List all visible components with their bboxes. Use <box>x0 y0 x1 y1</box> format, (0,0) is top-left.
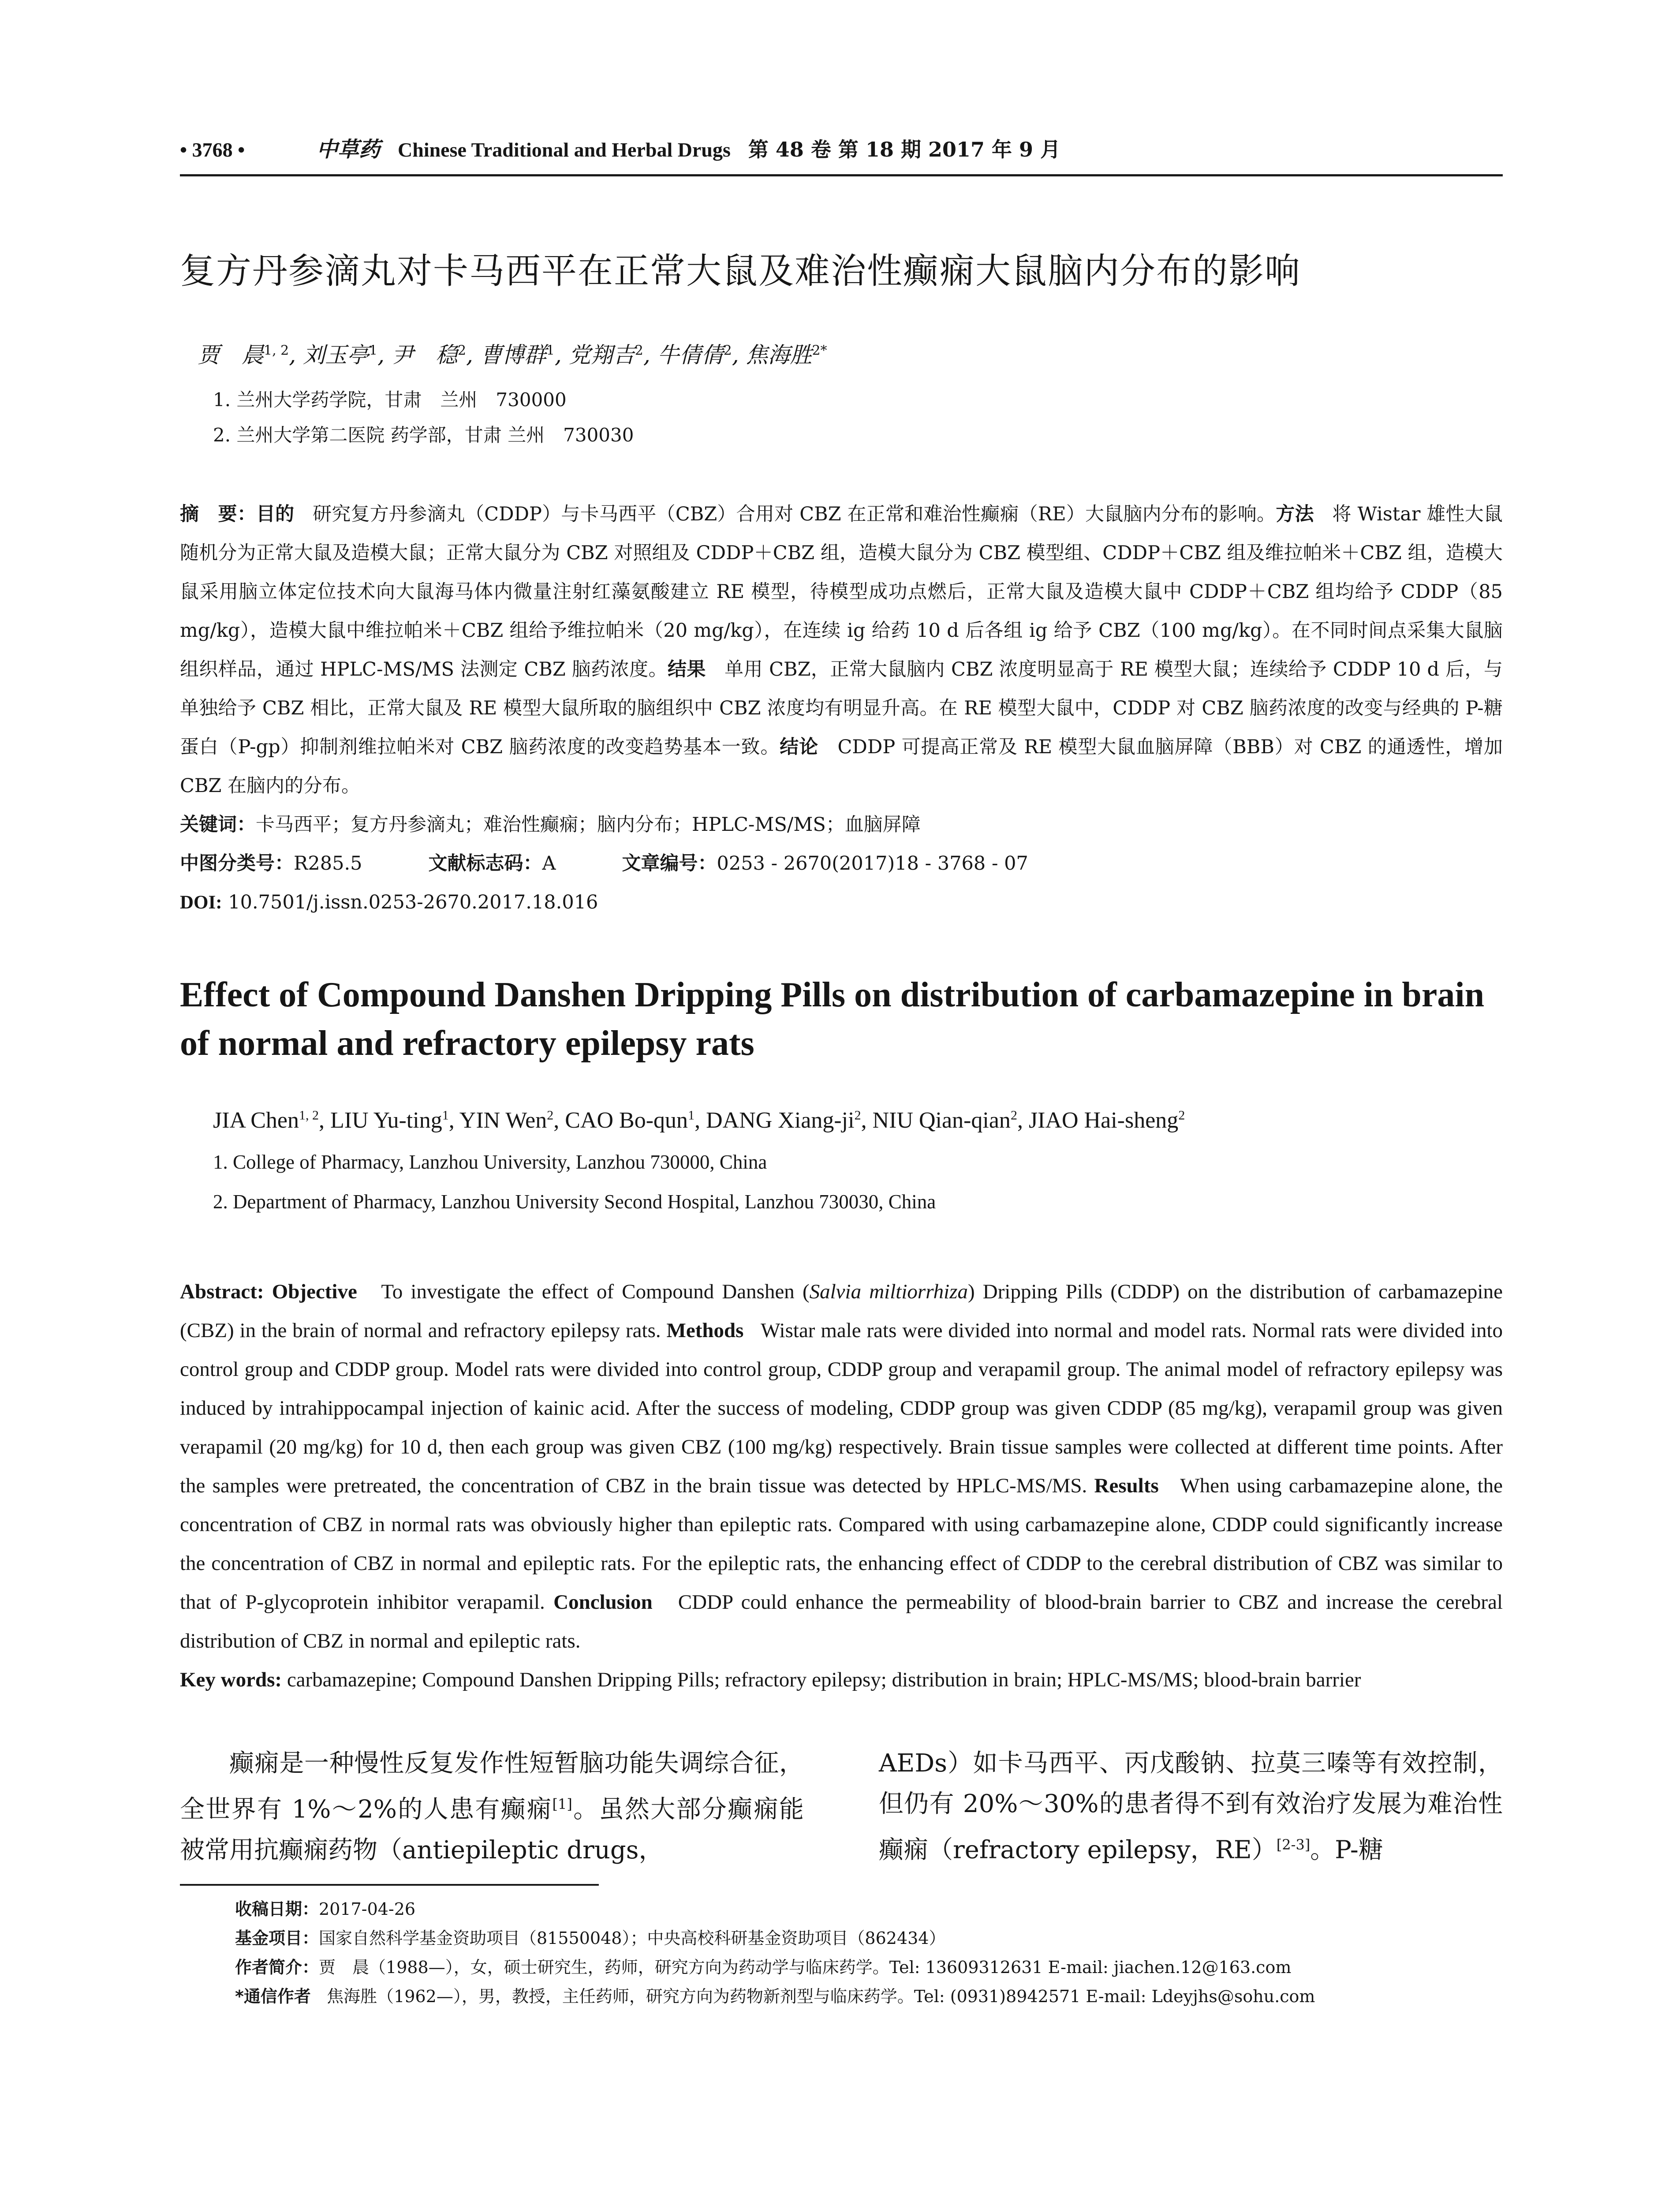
methods-label: Methods <box>666 1319 744 1342</box>
classification-line <box>180 844 1503 883</box>
conclusion-text: CDDP 可提高正常及 RE 模型大鼠血脑屏障（BBB）对 CBZ 的通透性，增加 CBZ 在脑内的分布。 <box>180 736 1503 797</box>
english-affiliations <box>180 1142 1503 1222</box>
english-title: Effect of Compound Danshen Dripping Pills on distribution of carbamazepine in brain of normal and refractory epilepsy rats <box>180 975 1485 1063</box>
journal-banner <box>317 132 1060 163</box>
conclusion-label: 结论 <box>780 736 818 758</box>
abstract-label: 摘 要： <box>180 503 256 525</box>
methods-label: 方法 <box>1276 503 1314 525</box>
footnotes <box>180 1895 1503 2011</box>
author: 曹博群$^1$, <box>480 342 569 368</box>
author: 贾 晨$^{1, 2}$, <box>198 342 303 368</box>
footnote-author: 作者简介：贾 晨（1988—），女，硕士研究生，药师，研究方向为药动学与临床药学。Tel: 13609312631 E-mail: jiachen.12@163.com <box>235 1957 1292 1977</box>
journal-logo: 中草药 <box>317 137 381 162</box>
english-abstract <box>180 1272 1503 1660</box>
author: 刘玉亭$^1$, <box>303 342 392 368</box>
author: 焦海胜$^{2*}$ <box>746 342 827 368</box>
citation[interactable]: [2-3] <box>1276 1836 1310 1853</box>
english-keywords <box>180 1660 1503 1699</box>
affiliation-line: 2. 兰州大学第二医院 药学部，甘肃 兰州 730030 <box>213 424 634 446</box>
doi-line <box>180 883 1503 922</box>
body-column-right: AEDs）如卡马西平、丙戊酸钠、拉莫三嗪等有效控制，但仍有 20%～30%的患者得不到有效治疗发展为难治性癫痫（refractory epilepsy，RE）[2-3]。P-糖 <box>879 1749 1503 1865</box>
objective-text-cont: ) Dripping Pills (CDDP) on the distribution of carbamazepine (CBZ) in the brain of normal and refractory epilepsy rats. <box>180 1280 1503 1342</box>
doi-label: DOI: <box>180 892 222 913</box>
body-column-left: 癫痫是一种慢性反复发作性短暂脑功能失调综合征，全世界有 1%～2%的人患有癫痫[1]。虽然大部分癫痫能被常用抗癫痫药物（antiepileptic drugs， <box>180 1749 804 1865</box>
author: NIU Qian-qian$^2$, <box>872 1108 1029 1133</box>
chinese-affiliations <box>180 382 1503 453</box>
keywords-label: 关键词： <box>180 814 256 836</box>
conclusion-text: CDDP could enhance the permeability of blood-brain barrier to CBZ and increase the cerebral distribution of CBZ in normal and epileptic rats. <box>180 1591 1503 1652</box>
keywords-label: Key words: <box>180 1668 282 1691</box>
objective-label: 目的 <box>256 503 295 525</box>
doccode-value: A <box>542 852 556 875</box>
chinese-abstract <box>180 495 1503 805</box>
footnote-fund: 基金项目：国家自然科学基金资助项目（81550048）；中央高校科研基金资助项目（862434） <box>235 1928 946 1948</box>
article-page <box>180 132 1503 2011</box>
footnote-corresponding: *通信作者 焦海胜（1962—），男，教授，主任药师，研究方向为药物新剂型与临床药学。Tel: (0931)8942571 E-mail: Ldeyjhs@sohu.com <box>235 1986 1315 2006</box>
english-authors <box>180 1107 1503 1133</box>
author: YIN Wen$^2$, <box>459 1108 565 1133</box>
footnote-received: 收稿日期：2017-04-26 <box>235 1899 416 1919</box>
chinese-title: 复方丹参滴丸对卡马西平在正常大鼠及难治性癫痫大鼠脑内分布的影响 <box>180 250 1301 292</box>
results-label: 结果 <box>668 658 706 680</box>
objective-text: 研究复方丹参滴丸（CDDP）与卡马西平（CBZ）合用对 CBZ 在正常和难治性癫痫（RE）大鼠脑内分布的影响。 <box>313 503 1276 525</box>
author: DANG Xiang-$ji^2$, <box>706 1108 873 1133</box>
methods-text: 将 Wistar 雄性大鼠随机分为正常大鼠及造模大鼠；正常大鼠分为 CBZ 对照组及 CDDP＋CBZ 组，造模大鼠分为 CBZ 模型组、CDDP＋CBZ 组及维拉帕米＋CBZ 组，造模大鼠采用脑立体定位技术向大鼠海马体内微量注射红藻氨酸建立 RE 模型，待模型成功点燃后，正常大鼠及造模大鼠中 CDDP＋CBZ 组均给予 CDDP（85 mg/kg），造模大鼠中维拉帕米＋CBZ 组给予维拉帕米（20 mg/kg），在连续 ig 给药 10 d 后各组 ig 给予 CBZ（100 mg/kg）。在不同时间点采集大鼠脑组织样品，通过 HPLC-MS/MS 法测定 CBZ 脑药浓度。 <box>180 503 1503 680</box>
keywords-text: carbamazepine; Compound Danshen Dripping Pills; refractory epilepsy; distribution in brain; HPLC-MS/MS; blood-brain barrier <box>287 1668 1361 1691</box>
footnote-rule <box>180 1884 599 1886</box>
body-text <box>180 1743 1503 1871</box>
chinese-authors <box>180 337 1503 369</box>
abstract-objective-label: Abstract: Objective <box>180 1280 357 1303</box>
methods-text: Wistar male rats were divided into normal and model rats. Normal rats were divided into control group and CDDP group. Model rats were divided into control group, CDDP group and verapamil group. The animal model of refractory epilepsy was induced by intrahippocampal injection of kainic acid. After the success of modeling, CDDP group was given CDDP (85 mg/kg), verapamil group was given verapamil (20 mg/kg) for 10 d, then each group was given CBZ (100 mg/kg) respectively. Brain tissue samples were collected at different time points. After the samples were pretreated, the concentration of CBZ in the brain tissue was detected by HPLC-MS/MS. <box>180 1319 1503 1497</box>
running-header <box>180 132 1503 176</box>
article-number-label: 文章编号： <box>622 852 717 875</box>
author: JIA Chen$^{1, 2}$, <box>213 1108 330 1133</box>
results-label: Results <box>1094 1474 1159 1497</box>
author: LIU Yu-ting$^1$, <box>330 1108 459 1133</box>
class-value: R285.5 <box>294 852 362 875</box>
affiliation-line: 1. College of Pharmacy, Lanzhou University, Lanzhou 730000, China <box>213 1151 767 1173</box>
issue-info: 第 48 卷 第 18 期 2017 年 9 月 <box>748 138 1061 161</box>
results-text: 单用 CBZ，正常大鼠脑内 CBZ 浓度明显高于 RE 模型大鼠；连续给予 CDDP 10 d 后，与单独给予 CBZ 相比，正常大鼠及 RE 模型大鼠所取的脑组织中 CBZ 浓度均有明显升高。在 RE 模型大鼠中，CDDP 对 CBZ 脑药浓度的改变与经典的 P-糖蛋白（P-gp）抑制剂维拉帕米对 CBZ 脑药浓度的改变趋势基本一致。 <box>180 658 1503 758</box>
page-number: • 3768 • <box>180 138 245 161</box>
author: CAO Bo-qun$^1$, <box>565 1108 706 1133</box>
doi-value[interactable]: 10.7501/j.issn.0253-2670.2017.18.016 <box>228 891 598 913</box>
affiliation-line: 1. 兰州大学药学院，甘肃 兰州 730000 <box>213 389 567 411</box>
journal-english-name: Chinese Traditional and Herbal Drugs <box>398 138 731 161</box>
doccode-label: 文献标志码： <box>428 852 542 875</box>
author: 尹 稳$^2$, <box>391 342 480 368</box>
conclusion-label: Conclusion <box>553 1591 653 1614</box>
results-text: When using carbamazepine alone, the concentration of CBZ in normal rats was obviously higher than epileptic rats. Compared with using carbamazepine alone, CDDP could significantly increase the concentration of CBZ in normal and epileptic rats. For the epileptic rats, the enhancing effect of CDDP to the cerebral distribution of CBZ was similar to that of P-glycoprotein inhibitor verapamil. <box>180 1474 1503 1614</box>
species-name: Salvia miltiorrhiza <box>809 1280 968 1303</box>
objective-text: To investigate the effect of Compound Danshen ( <box>381 1280 810 1303</box>
author: 党翔吉$^2$, <box>568 342 657 368</box>
keywords-text: 卡马西平；复方丹参滴丸；难治性癫痫；脑内分布；HPLC-MS/MS；血脑屏障 <box>256 814 921 836</box>
author: JIAO Hai-sheng$^2$ <box>1028 1108 1185 1133</box>
citation[interactable]: [1] <box>552 1796 572 1813</box>
chinese-keywords <box>180 805 1503 844</box>
affiliation-line: 2. Department of Pharmacy, Lanzhou University Second Hospital, Lanzhou 730030, China <box>213 1191 936 1213</box>
author: 牛倩倩$^2$, <box>657 342 746 368</box>
class-label: 中图分类号： <box>180 852 294 875</box>
article-number-value: 0253 - 2670(2017)18 - 3768 - 07 <box>717 852 1028 875</box>
